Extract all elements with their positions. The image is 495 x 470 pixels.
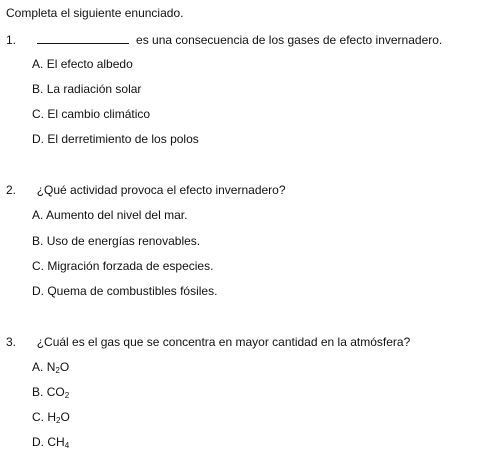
option-letter: C. [32, 107, 44, 121]
option-letter: A. [32, 208, 44, 222]
question-1-number: 1. [6, 33, 17, 47]
answer-blank [37, 32, 129, 44]
option-text: El efecto albedo [46, 57, 133, 71]
q3-option-d [32, 434, 69, 454]
question-2-stem: ¿Qué actividad provoca el efecto invernadero? [36, 183, 286, 197]
option-letter: C. [32, 259, 44, 273]
formula-n2o: $N_2O$ [46, 360, 70, 375]
question-3-number: 3. [6, 335, 17, 349]
instruction-text: Completa el siguiente enunciado. [6, 6, 184, 20]
formula-co2: $CO_2$ [46, 385, 70, 400]
option-letter: D. [32, 132, 44, 146]
question-3 [6, 334, 410, 350]
question-2 [6, 182, 286, 198]
q3-option-b [32, 384, 69, 404]
q1-option-b [32, 81, 141, 97]
formula-ch4: $CH_4$ [47, 435, 70, 450]
q1-option-a [32, 56, 133, 72]
option-text: El cambio climático [47, 107, 151, 121]
option-letter: C. [32, 410, 44, 424]
q3-option-c [32, 409, 70, 429]
option-text: Uso de energías renovables. [46, 234, 201, 248]
q2-option-d [32, 283, 217, 299]
q1-option-d [32, 131, 199, 147]
option-text: Aumento del nivel del mar. [46, 208, 188, 222]
option-letter: B. [32, 234, 44, 248]
q2-option-c [32, 258, 213, 274]
option-letter: D. [32, 435, 44, 449]
option-text: Migración forzada de especies. [47, 259, 214, 273]
option-text: La radiación solar [46, 82, 142, 96]
option-letter: D. [32, 284, 44, 298]
option-letter: B. [32, 82, 44, 96]
q2-option-a [32, 207, 187, 223]
question-1 [6, 32, 442, 48]
question-1-stem: es una consecuencia de los gases de efecto invernadero. [136, 33, 443, 47]
option-text: Quema de combustibles fósiles. [47, 284, 218, 298]
question-2-number: 2. [6, 183, 17, 197]
formula-h2o: $H_2O$ [47, 410, 70, 425]
q3-option-a [32, 359, 69, 379]
option-text: El derretimiento de los polos [47, 132, 199, 146]
q1-option-c [32, 106, 150, 122]
option-letter: A. [32, 360, 44, 374]
option-letter: A. [32, 57, 44, 71]
question-3-stem: ¿Cuál es el gas que se concentra en mayor cantidad en la atmósfera? [36, 335, 411, 349]
q2-option-b [32, 233, 200, 249]
option-letter: B. [32, 385, 44, 399]
